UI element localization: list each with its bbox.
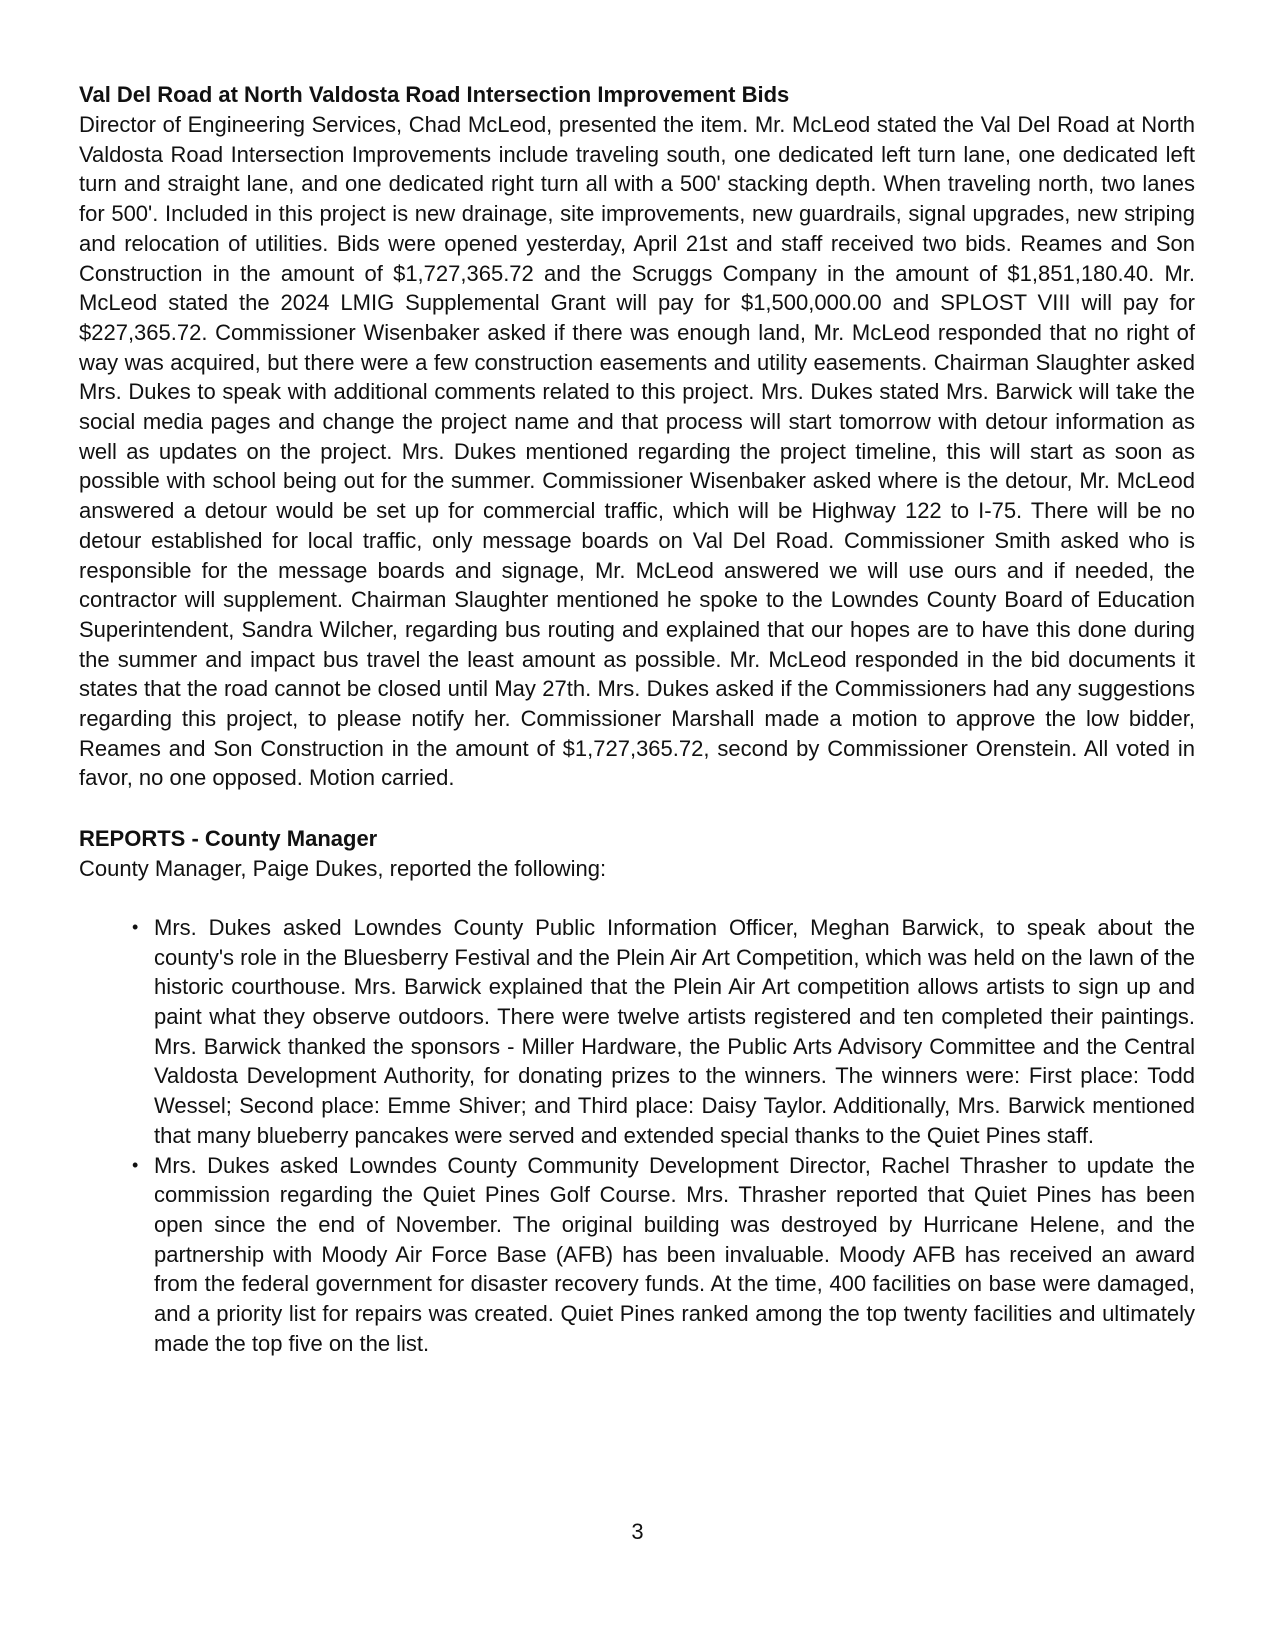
section-body-paragraph: Director of Engineering Services, Chad McLeod, presented the item. Mr. McLeod stated the Val Del Road at North Valdosta Road Intersection Improvements include traveling south, one dedicated left turn lane, one dedicated left turn and straight lane, and one dedicated right turn all with a 500' stacking depth. When traveling north, two lanes for 500'. Included in this project is new drainage, site improvements, new guardrails, signal upgrades, new striping and relocation of utilities. Bids were opened yesterday, April 21st and staff received two bids. Reames and Son Construction in the amount of $1,727,365.72 and the Scruggs Company in the amount of $1,851,180.40. Mr. McLeod stated the 2024 LMIG Supplemental Grant will pay for $1,500,000.00 and SPLOST VIII will pay for $227,365.72. Commissioner Wisenbaker asked if there was enough land, Mr. McLeod responded that no right of way was acquired, but there were a few construction easements and utility easements. Chairman Slaughter asked Mrs. Dukes to speak with additional comments related to this project. Mrs. Dukes stated Mrs. Barwick will take the social media pages and change the project name and that process will start tomorrow with detour information as well as updates on the project. Mrs. Dukes mentioned regarding the project timeline, this will start as soon as possible with school being out for the summer. Commissioner Wisenbaker asked where is the detour, Mr. McLeod answered a detour would be set up for commercial traffic, which will be Highway 122 to I-75. There will be no detour established for local traffic, only message boards on Val Del Road. Commissioner Smith asked who is responsible for the message boards and signage, Mr. McLeod answered we will use ours and if needed, the contractor will supplement. Chairman Slaughter mentioned he spoke to the Lowndes County Board of Education Superintendent, Sandra Wilcher, regarding bus routing and explained that our hopes are to have this done during the summer and impact bus travel the least amount as possible. Mr. McLeod responded in the bid documents it states that the road cannot be closed until May 27th. Mrs. Dukes asked if the Commissioners had any suggestions regarding this project, to please notify her. Commissioner Marshall made a motion to approve the low bidder, Reames and Son Construction in the amount of $1,727,365.72, second by Commissioner Orenstein. All voted in favor, no one opposed. Motion carried. — [79, 112, 1195, 791]
bullet-icon: • — [132, 916, 139, 937]
list-item-text: Mrs. Dukes asked Lowndes County Community Development Director, Rachel Thrasher to update the commission regarding the Quiet Pines Golf Course. Mrs. Thrasher reported that Quiet Pines has been open since the end of November. The original building was destroyed by Hurricane Helene, and the partnership with Moody Air Force Base (AFB) has been invaluable. Moody AFB has received an award from the federal government for disaster recovery funds. At the time, 400 facilities on base were damaged, and a priority list for repairs was created. Quiet Pines ranked among the top twenty facilities and ultimately made the top five on the list. — [154, 1152, 1195, 1356]
list-item-text: Mrs. Dukes asked Lowndes County Public Information Officer, Meghan Barwick, to speak about the county's role in the Bluesberry Festival and the Plein Air Art Competition, which was held on the lawn of the historic courthouse. Mrs. Barwick explained that the Plein Air Art competition allows artists to sign up and paint what they observe outdoors. There were twelve artists registered and ten completed their paintings. Mrs. Barwick thanked the sponsors - Miller Hardware, the Public Arts Advisory Committee and the Central Valdosta Development Authority, for donating prizes to the winners. The winners were: First place: Todd Wessel; Second place: Emme Shiver; and Third place: Daisy Taylor. Additionally, Mrs. Barwick mentioned that many blueberry pancakes were served and extended special thanks to the Quiet Pines staff. — [154, 914, 1195, 1148]
section-intro-paragraph: County Manager, Paige Dukes, reported the following: — [79, 856, 607, 882]
list-item — [132, 1151, 1195, 1359]
page-number: 3 — [631, 1519, 644, 1544]
section-heading: REPORTS - County Manager — [79, 826, 378, 852]
report-bullet-list — [79, 913, 1195, 1359]
section-val-del-road-bids — [79, 80, 1195, 793]
bullet-icon: • — [132, 1154, 139, 1175]
section-heading: Val Del Road at North Valdosta Road Intersection Improvement Bids — [79, 82, 790, 107]
section-spacer — [79, 793, 1195, 824]
section-reports-county-manager — [79, 824, 1195, 1358]
list-item — [132, 913, 1195, 1151]
document-page — [79, 80, 1195, 1358]
